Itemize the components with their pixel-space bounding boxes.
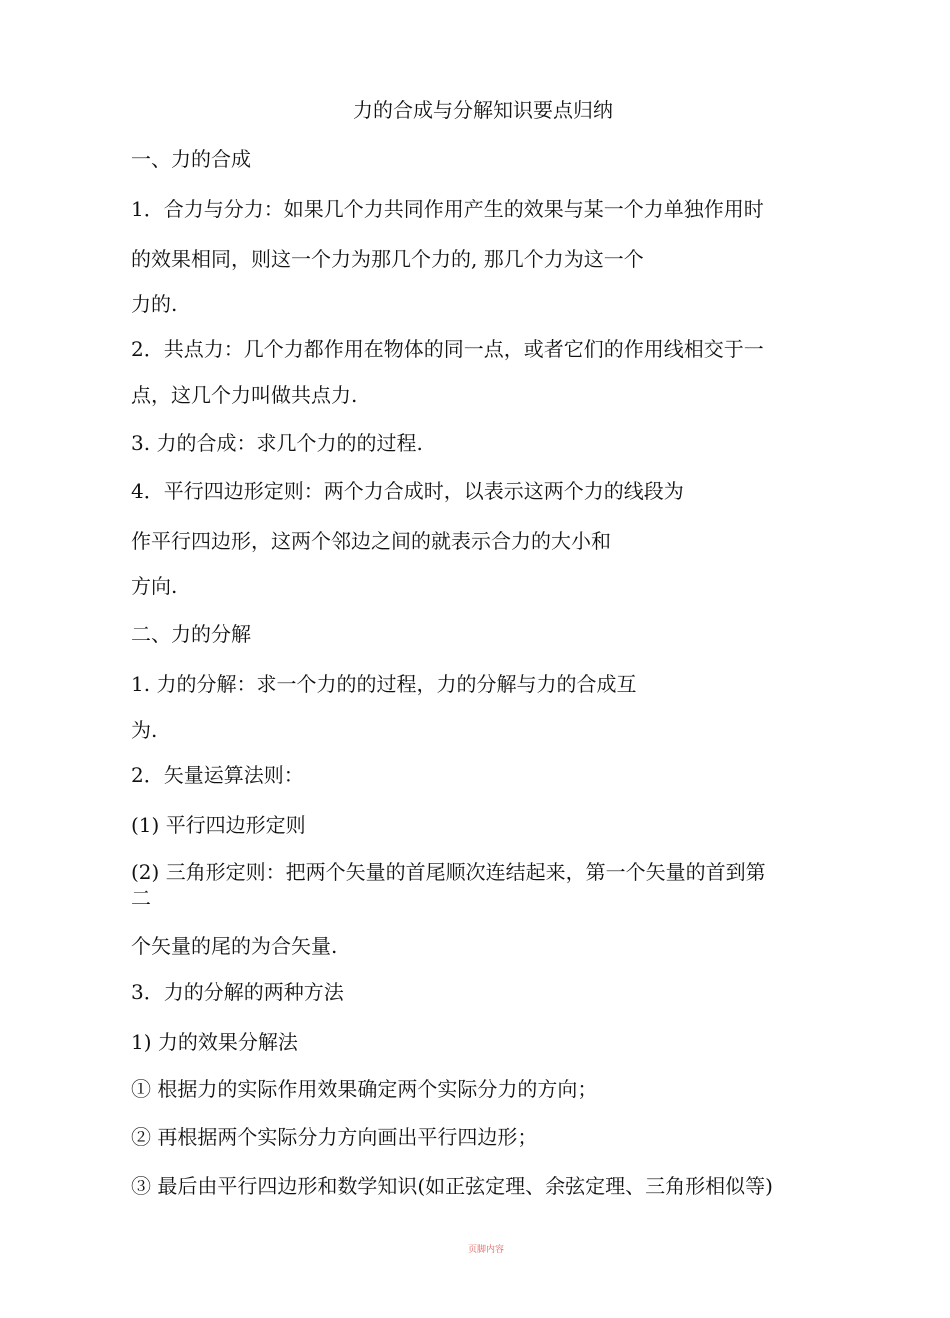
page-footer: 页脚内容 bbox=[468, 1245, 505, 1255]
section-heading-composition: 一、力的合成 bbox=[131, 147, 251, 171]
section-heading-decomposition: 二、力的分解 bbox=[131, 622, 251, 646]
paragraph-line: 点，这几个力叫做共点力. bbox=[131, 383, 358, 407]
paragraph-line: 1．合力与分力：如果几个力共同作用产生的效果与某一个力单独作用时 bbox=[131, 197, 764, 221]
paragraph-line: 二 bbox=[131, 886, 151, 910]
paragraph-line: 2．共点力：几个力都作用在物体的同一点，或者它们的作用线相交于一 bbox=[131, 337, 764, 361]
paragraph-line: 1. 力的分解：求一个力的的过程，力的分解与力的合成互 bbox=[131, 672, 637, 696]
paragraph-line: 个矢量的尾的为合矢量. bbox=[131, 934, 338, 958]
paragraph-line: 为. bbox=[131, 718, 158, 742]
paragraph-line: 的效果相同，则这一个力为那几个力的, 那几个力为这一个 bbox=[131, 247, 644, 271]
paragraph-line: (2) 三角形定则：把两个矢量的首尾顺次连结起来，第一个矢量的首到第 bbox=[131, 860, 766, 884]
paragraph-line: ① 根据力的实际作用效果确定两个实际分力的方向； bbox=[131, 1077, 598, 1101]
paragraph-line: 4．平行四边形定则：两个力合成时，以表示这两个力的线段为 bbox=[131, 479, 684, 503]
paragraph-line: 作平行四边形，这两个邻边之间的就表示合力的大小和 bbox=[131, 529, 611, 553]
paragraph-line: 方向. bbox=[131, 574, 178, 598]
paragraph-line: 3．力的分解的两种方法 bbox=[131, 980, 344, 1004]
paragraph-line: 2．矢量运算法则： bbox=[131, 763, 304, 787]
paragraph-line: (1) 平行四边形定则 bbox=[131, 813, 306, 837]
paragraph-line: 3. 力的合成：求几个力的的过程. bbox=[131, 431, 423, 455]
paragraph-line: 力的. bbox=[131, 292, 178, 316]
paragraph-line: 1) 力的效果分解法 bbox=[131, 1030, 298, 1054]
paragraph-line: ② 再根据两个实际分力方向画出平行四边形； bbox=[131, 1125, 538, 1149]
document-title: 力的合成与分解知识要点归纳 bbox=[353, 98, 613, 122]
paragraph-line: ③ 最后由平行四边形和数学知识(如正弦定理、余弦定理、三角形相似等) bbox=[131, 1174, 773, 1198]
